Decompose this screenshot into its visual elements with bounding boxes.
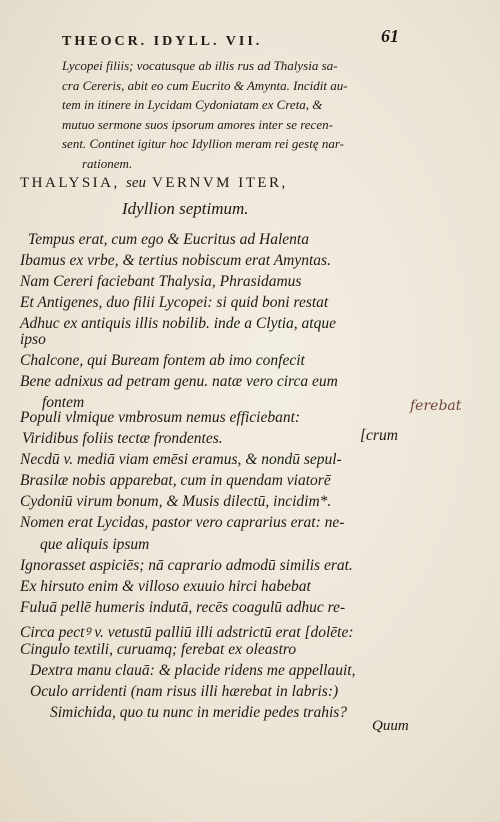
verse-line: Tempus erat, cum ego & Eucritus ad Halenta (28, 231, 309, 248)
heading-title: THALYSIA, (20, 175, 120, 191)
heading-connector: seu (126, 175, 146, 191)
page-number: 61 (381, 26, 399, 46)
verse-line: Populi vlmique vmbrosum nemus efficiebant: (20, 409, 301, 426)
verse-line: Ex hirsuto enim & villoso exuuio hirci habebat (20, 578, 311, 595)
verse-line: Simichida, quo tu nunc in meridie pedes trahis? (50, 704, 348, 721)
verse-line: Nam Cereri faciebant Thalysia, Phrasidamus (20, 273, 302, 290)
verse-line: Cydoniū virum bonum, & Musis dilectū, incidim*. (20, 493, 332, 510)
verse-line: Nomen erat Lycidas, pastor vero caprarius erat: ne- (20, 514, 345, 531)
verse-line: Bene adnixus ad petram genu. natæ vero circa eum (20, 373, 338, 390)
verse-line: Ibamus ex vrbe, & tertius nobiscum erat Amyntas. (20, 252, 331, 269)
argument-line: cra Cereris, abit eo cum Eucrito & Amynta. Incidit au- (62, 77, 348, 93)
verse-line: Oculo arridenti (nam risus illi hærebat in labris:) (30, 683, 339, 700)
verse-line-runover: ipso (20, 331, 46, 348)
argument-line: sent. Continet igitur hoc Idyllion meram rei gestę nar- (62, 136, 344, 151)
verse-line-turnover: [crum (360, 427, 398, 444)
verse-line: Fuluā pellē humeris indutā, recēs coagulū adhuc re- (20, 599, 346, 616)
heading-alt-title: VERNVM ITER, (151, 175, 288, 191)
argument-line: tem in itinere in Lycidam Cydoniatam ex Creta, & (62, 97, 323, 112)
verse-line: Adhuc ex antiquis illis nobilib. inde a Clytia, atque (20, 315, 336, 332)
verse-line: Et Antigenes, duo filii Lycopei: si quid boni restat (20, 294, 329, 311)
argument-line: rationem. (82, 155, 133, 171)
catchword: Quum (372, 718, 409, 734)
running-head: THEOCR. IDYLL. VII. (62, 34, 263, 49)
verse-line-runover: fontem (42, 394, 85, 411)
verse-line: Ignorasset aspiciēs; nā caprario admodū similis erat. (20, 557, 353, 574)
verse-line: Brasilæ nobis apparebat, cum in quendam viatorē (20, 472, 331, 489)
verse-line: Cingulo textili, curuamq; ferebat ex oleastro (20, 641, 297, 658)
argument-line: mutuo sermone suos ipsorum amores inter se recen- (62, 116, 333, 132)
handwritten-marginal-note: ferebat (410, 398, 462, 414)
verse-line: Viridibus foliis tectæ frondentes. (22, 430, 223, 447)
verse-line-runover: que aliquis ipsum (40, 536, 150, 553)
verse-line: Chalcone, qui Buream fontem ab imo confecit (20, 352, 305, 369)
verse-line: Dextra manu clauā: & placide ridens me appellauit, (30, 662, 356, 679)
subtitle: Idyllion septimum. (122, 199, 249, 218)
verse-line: Circa pectꝰ v. vetustū palliū illi adstrictū erat [dolēte: (20, 624, 354, 641)
argument-line: Lycopei filiis; vocatusque ab illis rus ad Thalysia sa- (62, 58, 338, 73)
verse-line: Necdū v. mediā viam emēsi eramus, & nondū sepul- (20, 451, 342, 468)
